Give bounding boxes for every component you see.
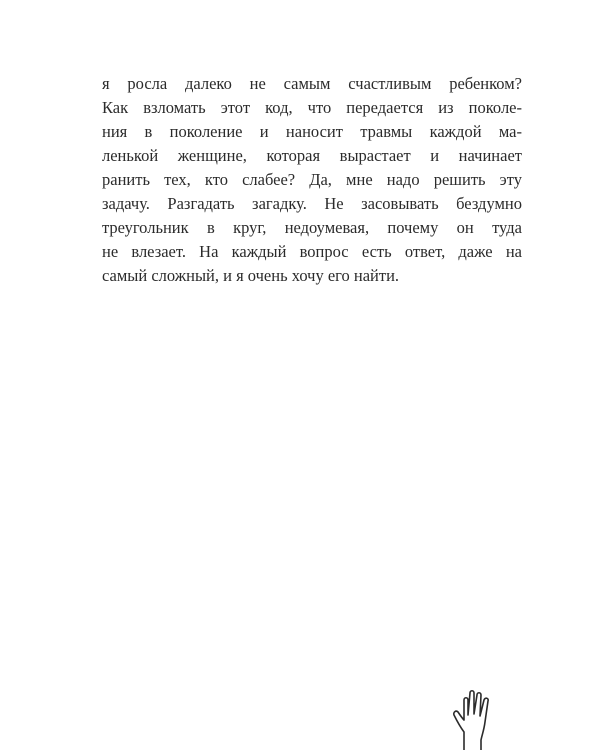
text-line: я росла далеко не самым счастливым ребенком? — [102, 74, 522, 93]
text-line: ранить тех, кто слабее? Да, мне надо решить эту — [102, 170, 522, 189]
body-text — [102, 72, 522, 288]
text-line: ния в поколение и наносит травмы каждой ма- — [102, 122, 522, 141]
text-line: задачу. Разгадать загадку. Не засовывать бездумно — [102, 194, 522, 213]
raised-hand-icon — [452, 688, 500, 750]
text-line: треугольник в круг, недоумевая, почему он туда — [102, 218, 522, 237]
text-line: не влезает. На каждый вопрос есть ответ, даже на — [102, 242, 522, 261]
text-line: Как взломать этот код, что передается из поколе- — [102, 98, 522, 117]
text-line: самый сложный, и я очень хочу его найти. — [102, 266, 400, 285]
text-line: ленькой женщине, которая вырастает и начинает — [102, 146, 522, 165]
